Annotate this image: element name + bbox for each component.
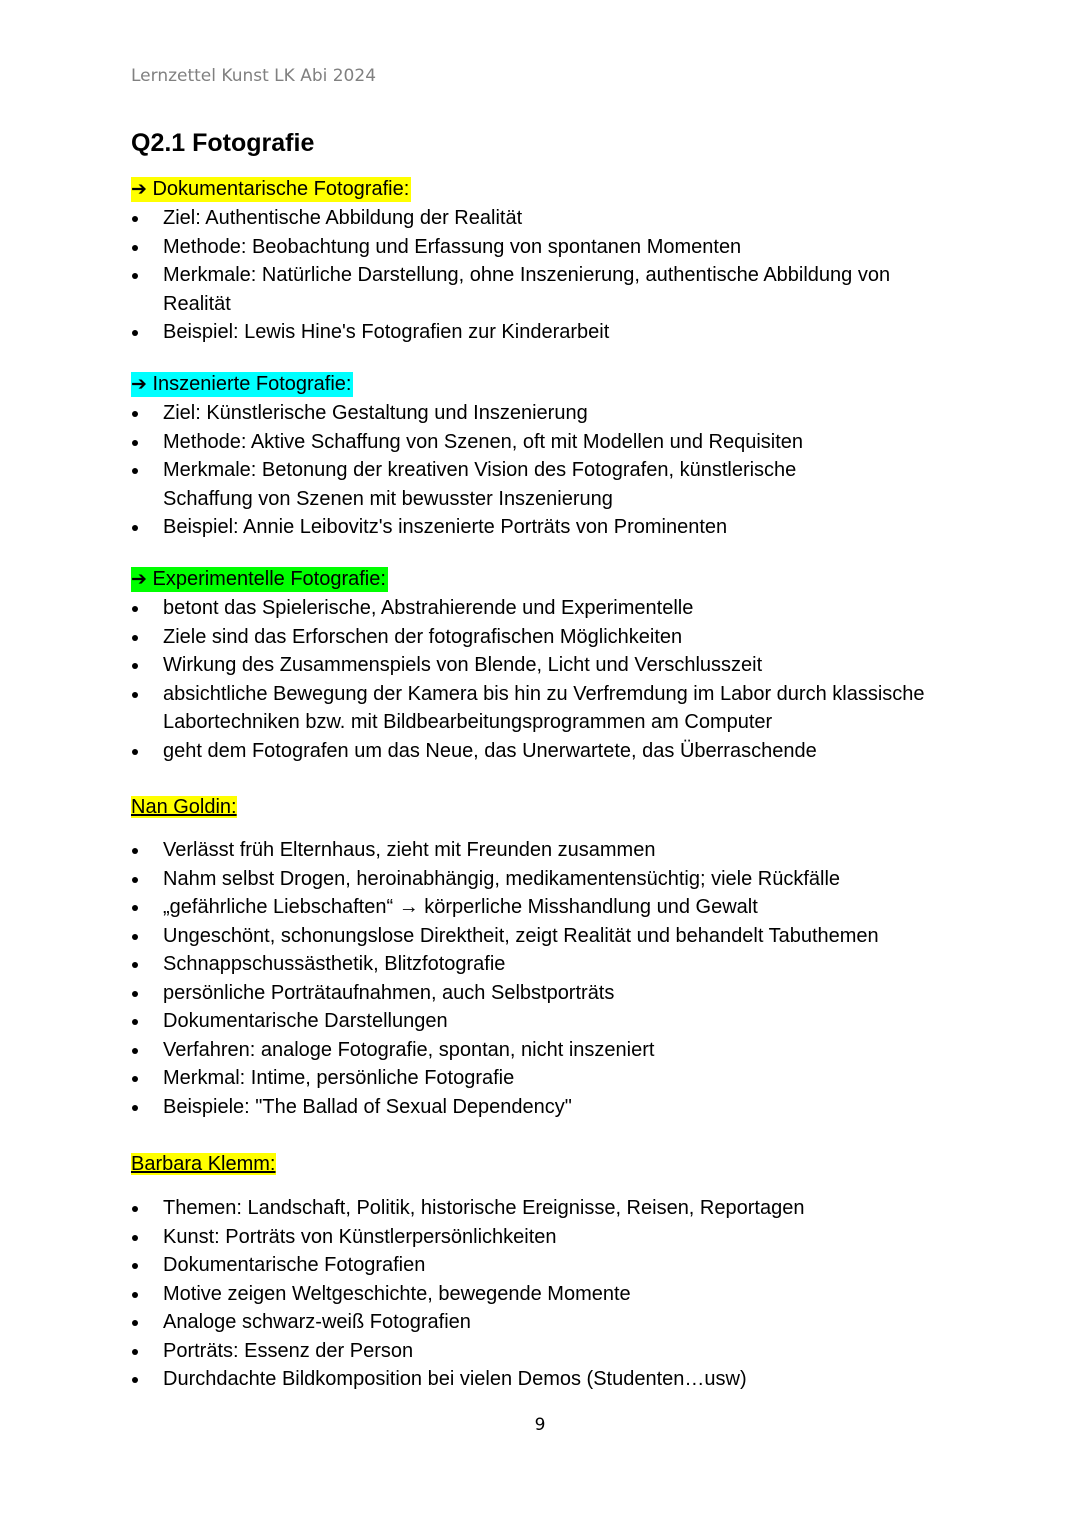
list-item: Verlässt früh Elternhaus, zieht mit Freunden zusammen (131, 836, 961, 865)
list-item: Wirkung des Zusammenspiels von Blende, Licht und Verschlusszeit (131, 651, 961, 680)
section-heading-inszeniert (131, 371, 353, 397)
bullet-list-inszeniert (131, 399, 961, 542)
list-item: Schnappschussästhetik, Blitzfotografie (131, 950, 961, 979)
bullet-list-experimentell (131, 594, 961, 765)
document-header: Lernzettel Kunst LK Abi 2024 (131, 66, 377, 86)
list-item: Dokumentarische Darstellungen (131, 1007, 961, 1036)
list-item: Beispiele: "The Ballad of Sexual Dependency" (131, 1093, 961, 1122)
bullet-list-nan-goldin (131, 836, 961, 1121)
list-item: betont das Spielerische, Abstrahierende und Experimentelle (131, 594, 961, 623)
list-item: Verfahren: analoge Fotografie, spontan, nicht inszeniert (131, 1036, 961, 1065)
list-item: Porträts: Essenz der Person (131, 1337, 961, 1366)
list-item: geht dem Fotografen um das Neue, das Unerwartete, das Überraschende (131, 737, 961, 766)
list-item: „gefährliche Liebschaften“ → körperliche Misshandlung und Gewalt (131, 893, 961, 922)
person-heading-nan-goldin (131, 794, 237, 820)
page-number: 9 (534, 1415, 546, 1435)
section-heading-text: Experimentelle Fotografie: (152, 568, 386, 590)
list-item: Merkmal: Intime, persönliche Fotografie (131, 1064, 961, 1093)
list-item: absichtliche Bewegung der Kamera bis hin zu Verfremdung im Labor durch klassische Labortechniken bzw. mit Bildbearbeitungsprogrammen am Computer (131, 680, 961, 737)
list-item: Themen: Landschaft, Politik, historische Ereignisse, Reisen, Reportagen (131, 1194, 961, 1223)
list-item: Ziel: Künstlerische Gestaltung und Inszenierung (131, 399, 961, 428)
list-item: Methode: Beobachtung und Erfassung von spontanen Momenten (131, 233, 961, 262)
section-heading-text: Inszenierte Fotografie: (152, 373, 352, 395)
list-item: Nahm selbst Drogen, heroinabhängig, medikamentensüchtig; viele Rückfälle (131, 865, 961, 894)
bullet-list-barbara-klemm (131, 1194, 961, 1394)
list-item: Merkmale: Betonung der kreativen Vision des Fotografen, künstlerische Schaffung von Szenen mit bewusster Inszenierung (131, 456, 961, 513)
section-heading-experimentell (131, 566, 388, 592)
person-name: Nan Goldin: (131, 796, 237, 818)
arrow-icon: ➔ (131, 178, 147, 200)
section-heading-text: Dokumentarische Fotografie: (152, 178, 410, 200)
list-item: persönliche Porträtaufnahmen, auch Selbstporträts (131, 979, 961, 1008)
person-heading-barbara-klemm (131, 1151, 276, 1177)
list-item: Motive zeigen Weltgeschichte, bewegende Momente (131, 1280, 961, 1309)
person-name: Barbara Klemm: (131, 1153, 276, 1175)
page-title: Q2.1 Fotografie (131, 129, 315, 157)
section-heading-dokumentarisch (131, 176, 411, 202)
list-item: Ungeschönt, schonungslose Direktheit, zeigt Realität und behandelt Tabuthemen (131, 922, 961, 951)
bullet-list-dokumentarisch (131, 204, 961, 347)
list-item: Kunst: Porträts von Künstlerpersönlichkeiten (131, 1223, 961, 1252)
arrow-icon: ➔ (131, 568, 147, 590)
list-item: Ziele sind das Erforschen der fotografischen Möglichkeiten (131, 623, 961, 652)
list-item: Merkmale: Natürliche Darstellung, ohne Inszenierung, authentische Abbildung von Realität (131, 261, 961, 318)
list-item: Ziel: Authentische Abbildung der Realität (131, 204, 961, 233)
list-item: Analoge schwarz-weiß Fotografien (131, 1308, 961, 1337)
list-item: Durchdachte Bildkomposition bei vielen Demos (Studenten…usw) (131, 1365, 961, 1394)
list-item: Methode: Aktive Schaffung von Szenen, oft mit Modellen und Requisiten (131, 428, 961, 457)
list-item: Beispiel: Annie Leibovitz's inszenierte Porträts von Prominenten (131, 513, 961, 542)
list-item: Beispiel: Lewis Hine's Fotografien zur Kinderarbeit (131, 318, 961, 347)
arrow-icon: ➔ (131, 373, 147, 395)
list-item: Dokumentarische Fotografien (131, 1251, 961, 1280)
